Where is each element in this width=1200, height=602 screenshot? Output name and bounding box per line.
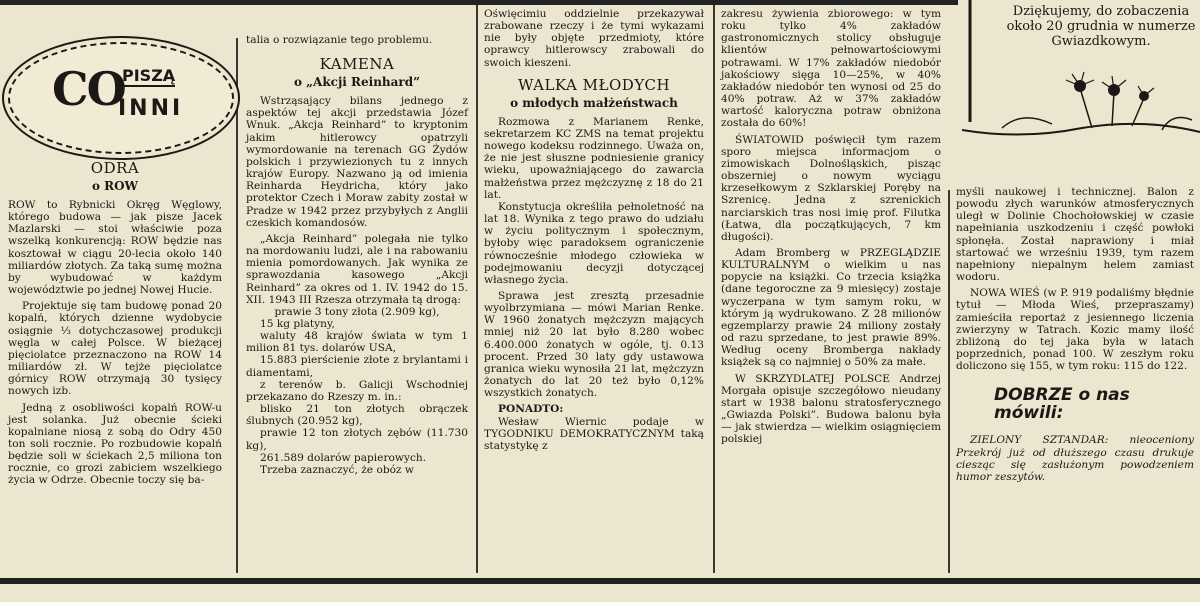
column-kamena <box>246 34 468 476</box>
column-divider <box>948 190 950 573</box>
paragraph: Jedną z osobliwości kopalń ROW-u jest solanka. Już obecnie ścieki kopalniane niosą z sobą do Odry 450 ton soli rocznie. Po rozbudowie kopalń będzie soli w ściekach 2,5 miliona ton rocznie, co grozi zabiciem wszelkiego życia w Odrze. Obecnie toczy się ba- <box>8 401 222 487</box>
paragraph: Projektuje się tam budowę ponad 20 kopalń, których dzienne wydobycie osiągnie ⅓ dotychczasowej produkcji węgla w całej Polsce. W bieżącej pięciolatce przeznaczono na ROW 14 miliardów zł. W tejże pięciolatce górnicy ROW otrzymają 30 tysięcy nowych izb. <box>8 300 222 398</box>
article-title: KAMENA <box>319 55 395 74</box>
paragraph: ŚWIATOWID poświęcił tym razem sporo miejsca informacjom o zimowiskach Dolnośląskich, pisząc obszerniej o nowym wyciągu krzesełkowym z Szklarskiej Poręby na Szrenicę. Jedna z szrenickich narciarskich tras nosi imię prof. Filutka (Łatwa, dla początkujących, 7 km długości). <box>721 133 941 243</box>
column-odra <box>8 160 222 487</box>
column-misc <box>956 186 1194 483</box>
paragraph: ROW to Rybnicki Okręg Węglowy, którego budowa — jak pisze Jacek Mazlarski — stoi właściwie poza wszelką konkurencją: ROW będzie nas kosztował w ciągu 20-lecia około 140 miliardów złotych. Za taką sumę można by wybudować w każdym województwie po jednej Nowej Hucie. <box>8 199 222 297</box>
paragraph: Konstytucja określiła pełnoletność na lat 18. Wynika z tego prawo do udziału w życiu politycznym i społecznym, byłoby więc paradoksem ograniczenie równocześnie młodego człowieka w podejmowaniu decyzji dotyczącej własnego życia. <box>484 200 704 286</box>
article-subtitle: o „Akcji Reinhard” <box>293 75 421 90</box>
column-divider <box>713 5 715 573</box>
paragraph: „Akcja Reinhard” polegała nie tylko na mordowaniu ludzi, ale i na rabowaniu mienia pomordowanych. Jak wynika ze sprawozdania kasowego „Akcji Reinhard” za okres od 1. IV. 1942 do 15. XII. 1943 III Rzesza otrzymała tą drogą: <box>246 232 468 306</box>
list-item: prawie 12 ton złotych zębów (11.730 kg), <box>246 427 468 452</box>
dobrze-heading: DOBRZE o nas mówili: <box>994 385 1130 424</box>
top-rule <box>0 0 958 5</box>
paragraph: Rozmowa z Marianem Renke, sekretarzem KC ZMS na temat projektu nowego kodeksu rodzinnego. Uważa on, że nie jest słuszne podniesienie granicy wieku, upoważniającego do zawarcia małżeństwa przez mężczyznę z 18 do 21 lat. <box>484 115 704 201</box>
logo-inni: INNI <box>118 96 184 121</box>
paragraph: zakresu żywienia zbiorowego: w tym roku tylko 4% zakładów gastronomicznych stolicy obsługuje klientów pełnowartościowymi potrawami. W 17% zakładów niedobór jakościowy sięga 10—25%, w 40% zakładów niedobór ten wynosi od 25 do 40% potraw. Aż w 37% zakładów wartość kaloryczna potraw obniżona została do 60%! <box>721 8 941 130</box>
column-divider <box>236 38 238 573</box>
list-item: 15 kg platyny, <box>260 317 335 330</box>
article-subtitle: o ROW <box>91 179 139 193</box>
paragraph: talia o rozwiązanie tego problemu. <box>246 34 433 46</box>
paragraph: Adam Bromberg w PRZEGLĄDZIE KULTURALNYM o wielkim u nas popycie na książki. Co trzecia książka (dane tegoroczne za 9 miesięcy) zostaje wyczerpana w tym samym roku, w którym ją wydrukowano. Z 28 milionów egzemplarzy prawie 24 miliony zostały od razu sprzedane, to jest prawie 89%. Według oceny Bromberga nakłady książek są co najmniej o 50% za małe. <box>721 246 941 369</box>
list-item: 15.883 pierścienie złote z brylantami i diamentami, <box>246 354 468 379</box>
list-item: 261.589 dolarów papierowych. <box>260 451 427 464</box>
column-press-review <box>721 8 941 445</box>
paragraph: ZIELONY SZTANDAR: nieoceniony Przekrój już od dłuższego czasu drukuje ciesząc się zasłużonym powodzeniem humor zeszytów. <box>956 434 1194 483</box>
article-title: WALKA MŁODYCH <box>517 75 671 94</box>
bottom-rule <box>0 578 1200 584</box>
thank-you-note: Dziękujemy, do zobaczenia około 20 grudnia w numerze Gwiazdkowym. <box>1006 4 1196 49</box>
paragraph: Wesław Wiernic podaje w TYGODNIKU DEMOKRATYCZNYM taką statystykę z <box>484 415 704 452</box>
paragraph: Sprawa jest zresztą przesadnie wyolbrzymiana — mówi Marian Renke. W 1960 żonatych mężczyzn mających mniej niż 20 lat było 8.280 wobec 6.400.000 żonatych w ogóle, tj. 0.13 procent. Przed 30 laty gdy ustawowa granica wieku wynosiła 21 lat, mężczyzn żonatych do lat 20 też było 0,12% wszystkich żonatych. <box>484 289 704 400</box>
column-walka-mlodych <box>484 8 704 452</box>
co-pisza-inni-logo <box>8 42 234 154</box>
list-item: blisko 21 ton złotych obrączek ślubnych (20.952 kg), <box>246 403 468 428</box>
paragraph: myśli naukowej i technicznej. Balon z powodu złych warunków atmosferycznych uległ w Dolinie Chochołowskiej w czasie napełniania uszkodzeniu i część powłoki spłonęła. Został naprawiony i miał startować we wrześniu 1939, tym razem napełniony niepalnym helem zamiast wodoru. <box>956 186 1194 284</box>
paragraph: Wstrząsający bilans jednego z aspektów tej akcji przedstawia Józef Wnuk. „Akcja Reinhard” to kryptonim jakim hitlerowcy opatrzyli wymordowanie na terenach GG Żydów polskich i przywiezionych tu z innych krajów Europy. Nazwano ją od imienia Reinharda Heydricha, który jako protektor Czech i Moraw zabity został w Pradze w 1942 przez przybyłych z Anglii czeskich komandosów. <box>246 95 468 229</box>
article-subtitle: o młodych małżeństwach <box>510 95 678 110</box>
logo-co: CO <box>52 62 125 116</box>
list-item: prawie 3 tony złota (2.909 kg), <box>274 305 440 318</box>
paragraph: Trzeba zaznaczyć, że obóz w <box>260 463 415 476</box>
flowers-illustration <box>962 0 1200 150</box>
column-divider <box>476 5 478 573</box>
section-label: PONADTO: <box>498 403 564 416</box>
paragraph: W SKRZYDLATEJ POLSCE Andrzej Morgała opisuje szczegółowo nieudany start w 1938 balonu stratosferycznego „Gwiazda Polski”. Budowa balonu była — jak stwierdza — wielkim osiągnięciem polskiej <box>721 372 941 446</box>
list-item: z terenów b. Galicji Wschodniej przekazano do Rzeszy m. in.: <box>246 378 468 403</box>
article-title: ODRA <box>90 159 140 177</box>
paragraph: Oświęcimiu oddzielnie przekazywał zrabowane rzeczy i że tymi wykazami nie były objęte przedmioty, które oprawcy hitlerowscy zrabowali do swoich kieszeni. <box>484 8 704 69</box>
logo-pisza: PISZĄ <box>122 66 176 85</box>
paragraph: NOWA WIEŚ (w P. 919 podaliśmy błędnie tytuł — Młoda Wieś, przepraszamy) zamieściła reportaż z jesiennego liczenia zwierzyny w Tatrach. Kozic mamy ilość zbliżoną do tej jaka była w latach poprzednich, ponad 100. W zeszłym roku doliczono się 155, w tym roku: 115 do 122. <box>956 287 1194 373</box>
list-item: waluty 48 krajów świata w tym 1 milion 81 tys. dolarów USA, <box>246 330 468 355</box>
